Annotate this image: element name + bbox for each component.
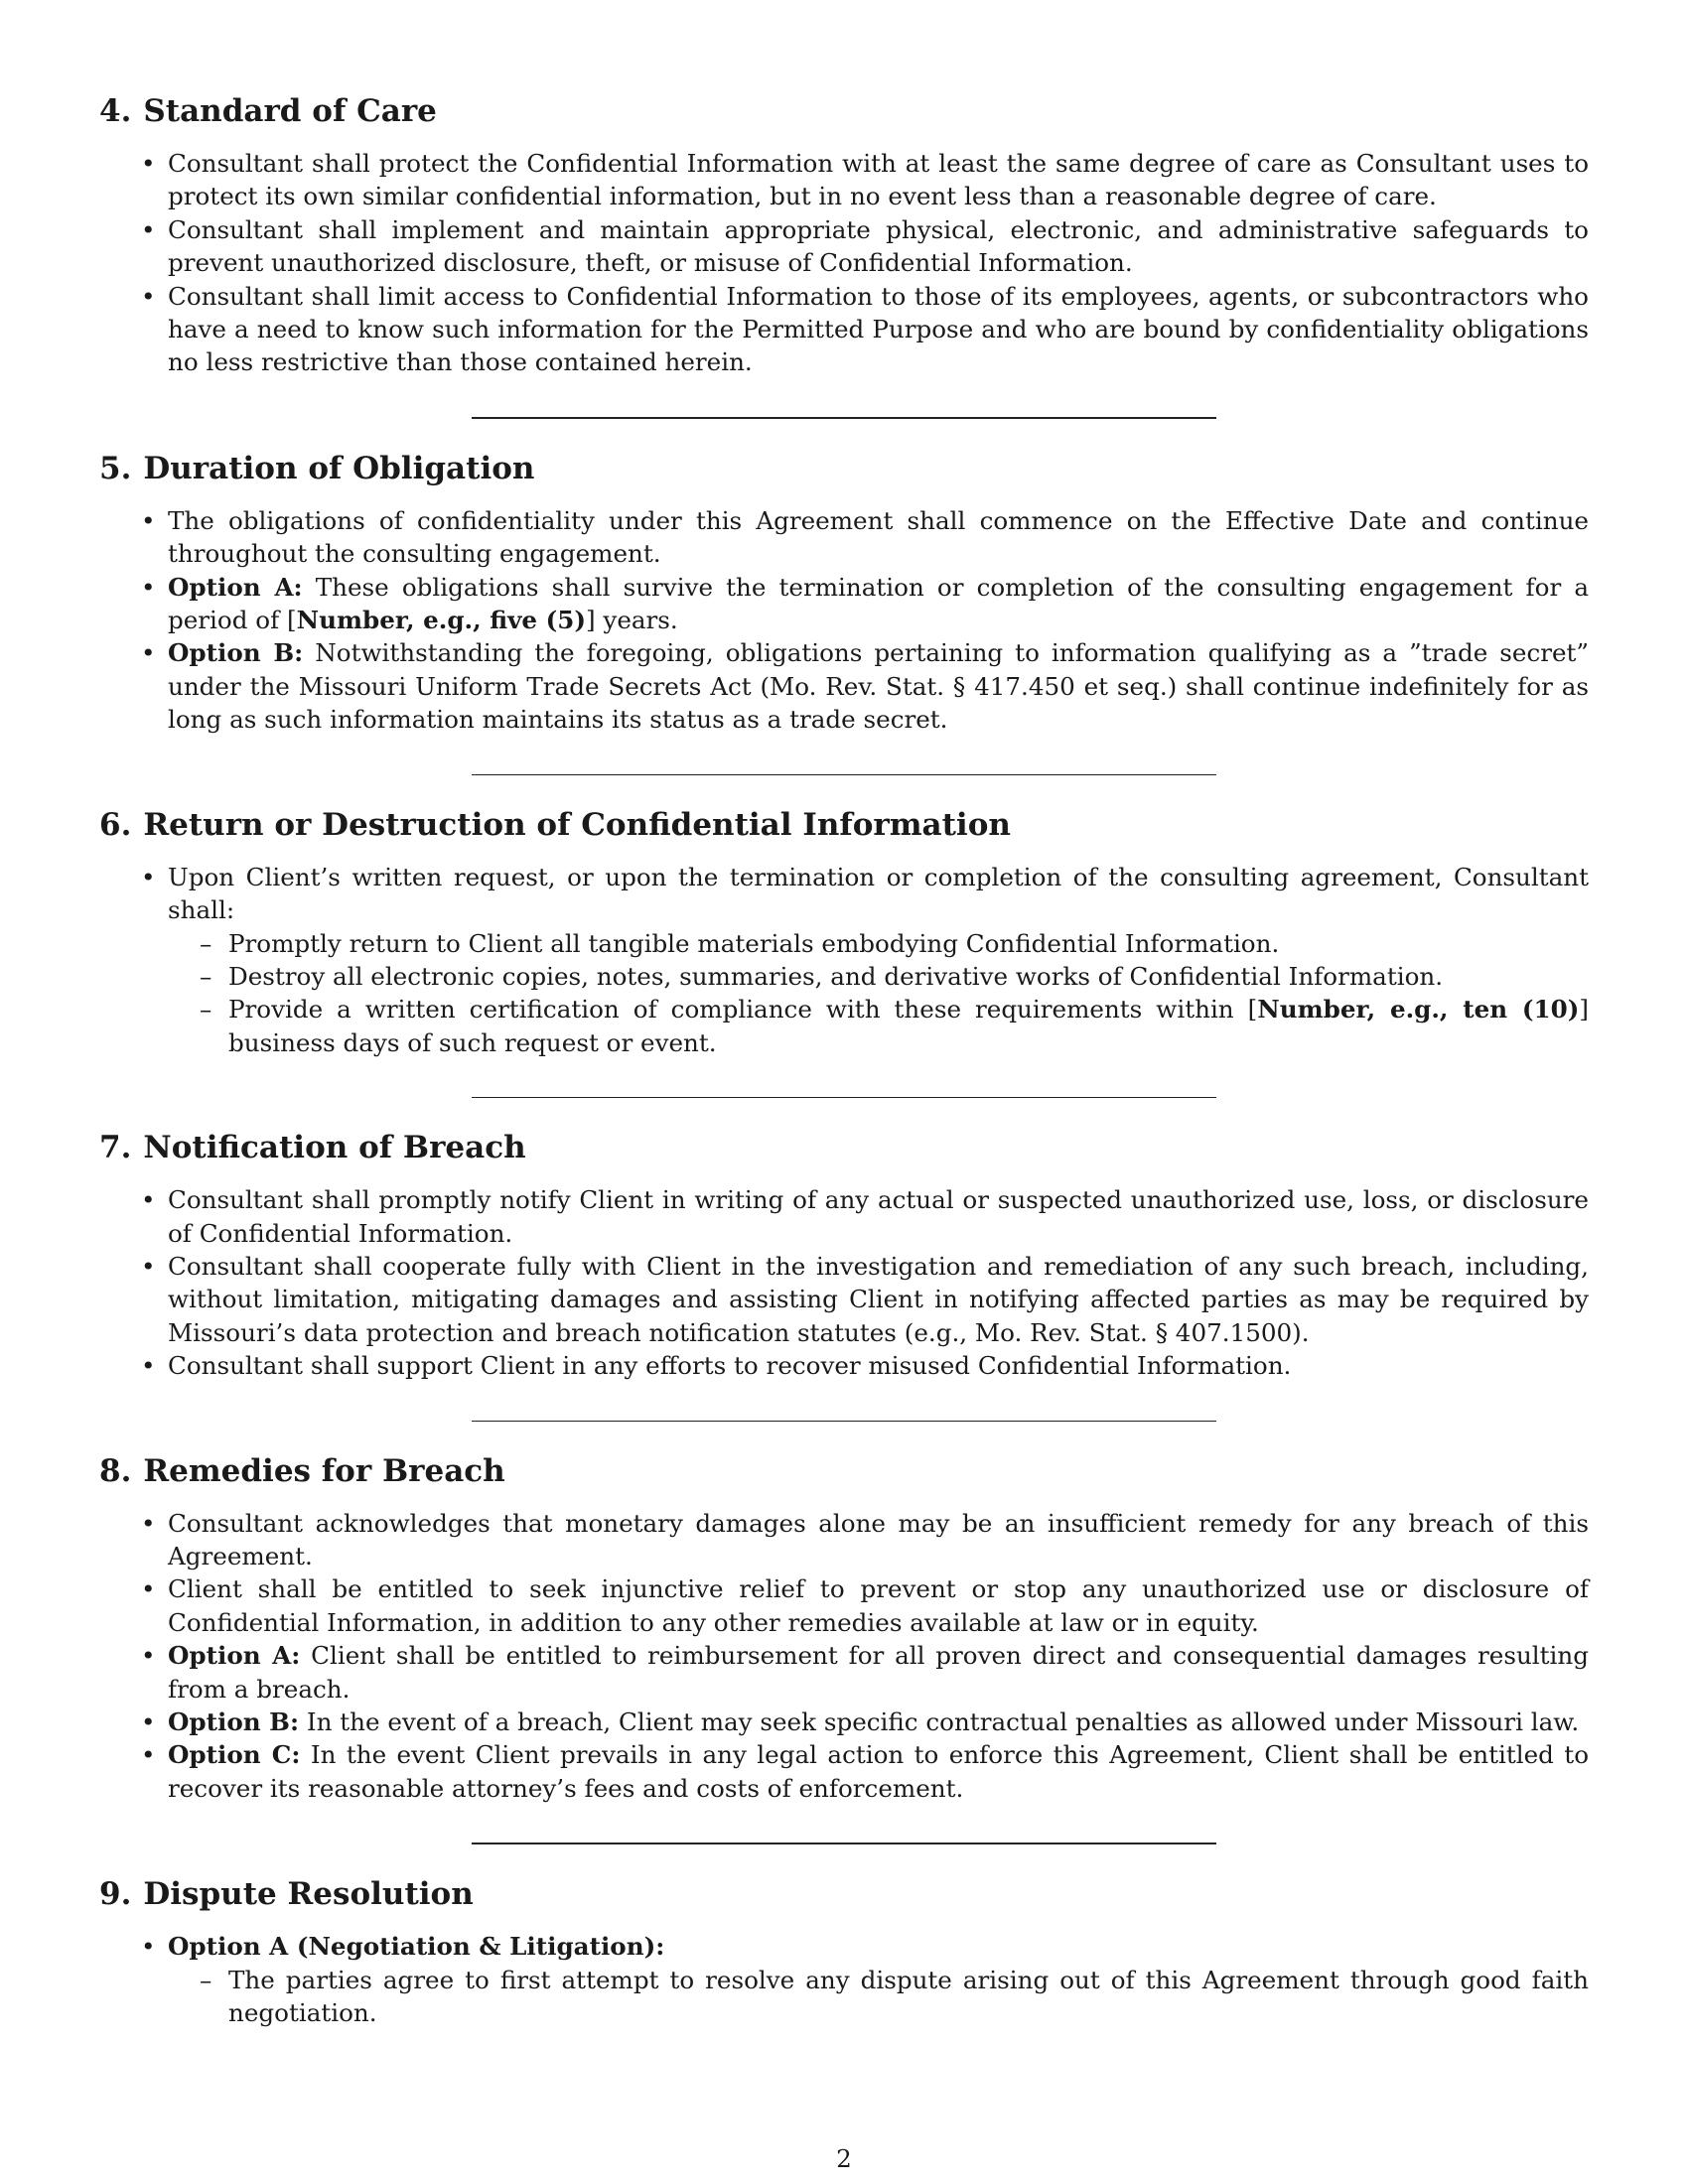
list-item: • Consultant shall protect the Confidential Information with at least the same degree of care as Consultant uses to protect its own similar confidential information, but in no event less than a reasonable degree of care.	[168, 147, 1589, 213]
list-item: • Consultant shall limit access to Confidential Information to those of its employees, agents, or subcontractors who have a need to know such information for the Permitted Purpose and who are bound by confidentiality obligations no less restrictive than those contained herein.	[168, 280, 1589, 379]
list-item-text: Upon Client’s written request, or upon the termination or completion of the consulting agreement, Consultant shall:	[168, 862, 1589, 925]
list-item	[168, 1706, 1589, 1738]
list-item: • Consultant shall implement and maintain appropriate physical, electronic, and administrative safeguards to prevent unauthorized disclosure, theft, or misuse of Confidential Information.	[168, 213, 1589, 280]
bullet-list	[99, 147, 1589, 379]
section-heading	[99, 1874, 1589, 1914]
section-divider	[472, 1421, 1216, 1422]
sub-item-text: Provide a written certification of compliance with these requirements within [	[228, 995, 1258, 1024]
option-text-tail: ] years.	[586, 606, 678, 635]
list-item: • Consultant shall cooperate fully with Client in the investigation and remediation of any such breach, including, without limitation, mitigating damages and assisting Client in notifying affected parties as may be required by Missouri’s data protection and breach notification statutes (e.g., Mo. Rev. Stat. § 407.1500).	[168, 1250, 1589, 1349]
sub-item-text-tail: ] business days of such request or event.	[228, 995, 1589, 1057]
section-divider	[472, 774, 1216, 775]
section-number: 5.	[99, 450, 132, 486]
option-label: Option A (Negotiation & Litigation):	[168, 1932, 665, 1962]
document-page	[99, 91, 1589, 2029]
section-standard-of-care	[99, 91, 1589, 419]
section-title: Standard of Care	[143, 93, 437, 129]
section-title: Notification of Breach	[143, 1130, 526, 1166]
section-heading	[99, 1451, 1589, 1491]
bullet-list	[99, 1930, 1589, 2029]
list-item	[168, 636, 1589, 736]
list-item	[168, 1738, 1589, 1805]
option-text: Notwithstanding the foregoing, obligations pertaining to information qualifying as a ”trade secret” under the Missouri Uniform Trade Secrets Act (Mo. Rev. Stat. § 417.450 et seq.) shall continue indefinitely for as long as such information maintains its status as a trade secret.	[168, 638, 1589, 735]
list-item: • Consultant shall promptly notify Client in writing of any actual or suspected unauthorized use, loss, or disclosure of Confidential Information.	[168, 1183, 1589, 1250]
option-text: In the event of a breach, Client may seek specific contractual penalties as allowed under Missouri law.	[299, 1707, 1580, 1736]
option-label: Option A:	[168, 572, 303, 602]
sub-list-item: – Destroy all electronic copies, notes, summaries, and derivative works of Confidential Information.	[228, 960, 1589, 993]
section-heading	[99, 91, 1589, 131]
list-item: • Consultant acknowledges that monetary damages alone may be an insufficient remedy for any breach of this Agreement.	[168, 1507, 1589, 1573]
section-title: Duration of Obligation	[143, 450, 535, 486]
option-label: Option B:	[168, 638, 304, 668]
section-return-or-destruction	[99, 805, 1589, 1098]
section-number: 8.	[99, 1452, 132, 1489]
section-title: Dispute Resolution	[143, 1876, 474, 1913]
sub-list-item: – The parties agree to first attempt to resolve any dispute arising out of this Agreement through good faith negotiation.	[228, 1964, 1589, 2030]
section-notification-of-breach	[99, 1128, 1589, 1421]
section-divider	[472, 417, 1216, 419]
option-label: Option C:	[168, 1740, 301, 1770]
list-item: • The obligations of confidentiality under this Agreement shall commence on the Effective Date and continue throughout the consulting engagement.	[168, 504, 1589, 571]
section-duration-of-obligation	[99, 449, 1589, 775]
bullet-list	[99, 861, 1589, 1059]
section-heading	[99, 1128, 1589, 1167]
section-number: 6.	[99, 806, 132, 843]
sub-list	[168, 1964, 1589, 2030]
section-divider	[472, 1843, 1216, 1844]
section-number: 4.	[99, 93, 132, 129]
list-item	[168, 1930, 1589, 2029]
section-number: 7.	[99, 1130, 132, 1166]
option-text: These obligations shall survive the termination or completion of the consulting engagement for a period of [	[168, 572, 1589, 635]
section-title: Remedies for Breach	[143, 1452, 505, 1489]
placeholder-value: Number, e.g., ten (10)	[1257, 995, 1580, 1024]
list-item: • Client shall be entitled to seek injunctive relief to prevent or stop any unauthorized use or disclosure of Confidential Information, in addition to any other remedies available at law or in equity.	[168, 1572, 1589, 1639]
list-item: • Consultant shall support Client in any efforts to recover misused Confidential Information.	[168, 1349, 1589, 1382]
section-remedies-for-breach	[99, 1451, 1589, 1845]
bullet-list	[99, 504, 1589, 737]
page-number: 2	[836, 2144, 852, 2173]
list-item	[168, 861, 1589, 1059]
option-label: Option B:	[168, 1707, 300, 1736]
option-text: In the event Client prevails in any legal action to enforce this Agreement, Client shall be entitled to recover its reasonable attorney’s fees and costs of enforcement.	[168, 1740, 1589, 1803]
sub-list-item	[228, 993, 1589, 1059]
bullet-list	[99, 1507, 1589, 1806]
placeholder-value: Number, e.g., five (5)	[296, 606, 587, 635]
section-heading	[99, 805, 1589, 845]
section-divider	[472, 1097, 1216, 1098]
section-title: Return or Destruction of Confidential Information	[143, 806, 1011, 843]
option-text: Client shall be entitled to reimbursement for all proven direct and consequential damages resulting from a breach.	[168, 1641, 1589, 1704]
bullet-list	[99, 1183, 1589, 1382]
sub-list-item: – Promptly return to Client all tangible materials embodying Confidential Information.	[228, 927, 1589, 960]
list-item	[168, 571, 1589, 637]
option-label: Option A:	[168, 1641, 301, 1671]
list-item	[168, 1639, 1589, 1706]
section-heading	[99, 449, 1589, 488]
section-dispute-resolution	[99, 1874, 1589, 2029]
sub-list	[168, 927, 1589, 1060]
section-number: 9.	[99, 1876, 132, 1913]
